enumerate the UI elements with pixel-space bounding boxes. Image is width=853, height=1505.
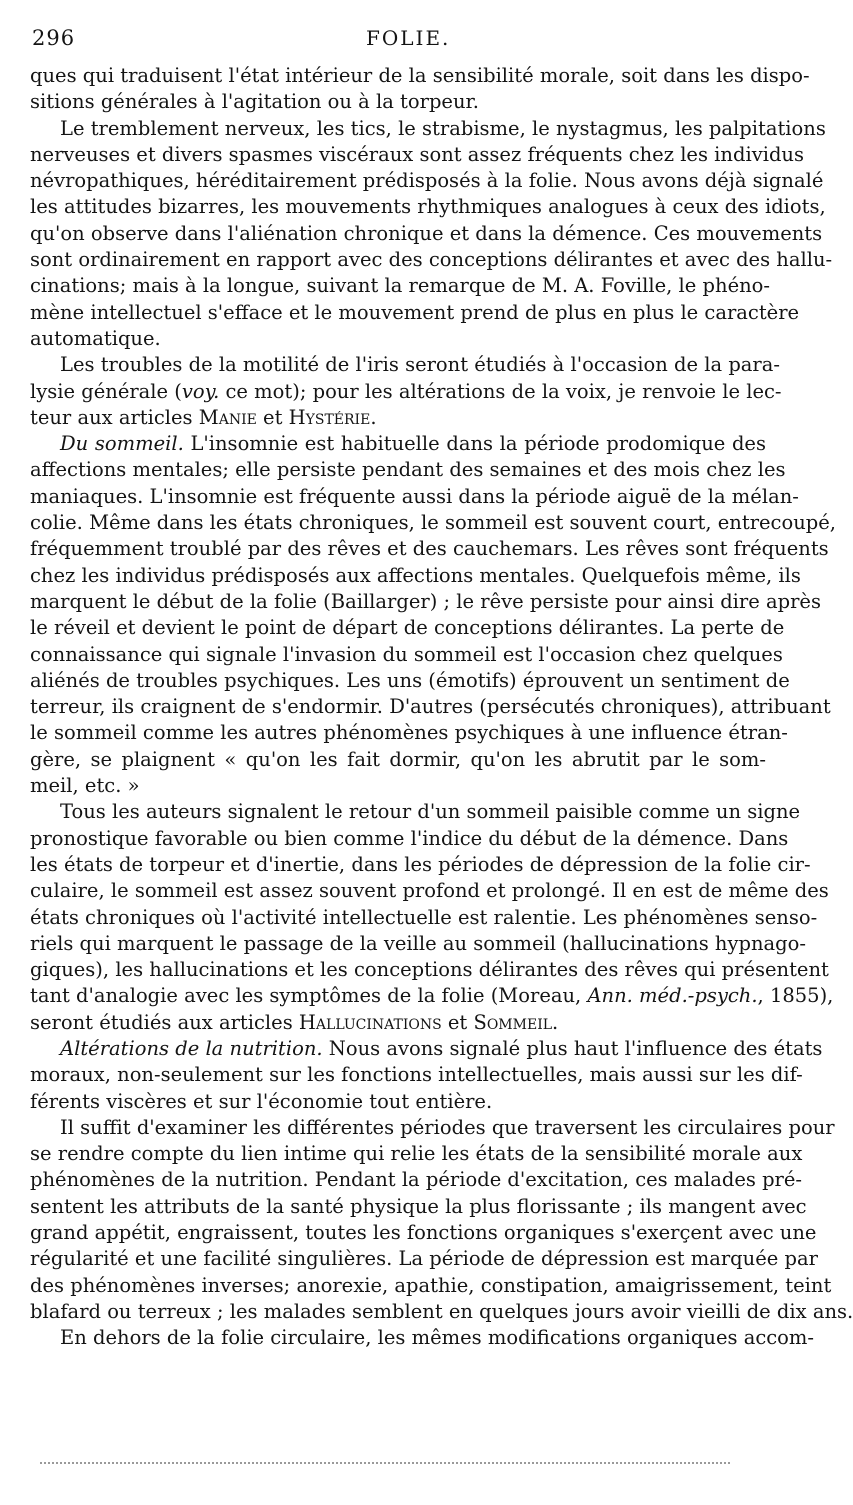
text-line: grand appétit, engraissent, toutes les fonctions organiques s'exerçent avec une — [30, 1221, 817, 1245]
text-line: ques qui traduisent l'état intérieur de la sensibilité morale, soit dans les dispo- — [30, 64, 810, 87]
small-caps-text: Hystérie — [288, 405, 371, 429]
small-caps-text: Manie — [198, 405, 257, 429]
text-line: tant d'analogie avec les symptômes de la folie (Moreau, Ann. méd.-psych., 1855), — [30, 984, 834, 1008]
text-line: maniaques. L'insomnie est fréquente aussi dans la période aiguë de la mélan- — [30, 484, 799, 508]
text-line: Les troubles de la motilité de l'iris seront étudiés à l'occasion de la para- — [60, 353, 780, 377]
text-line: nerveuses et divers spasmes viscéraux sont assez fréquents chez les individus — [30, 142, 804, 166]
text-line: régularité et une facilité singulières. La période de dépression est marquée par — [30, 1247, 818, 1271]
text-line: sont ordinairement en rapport avec des conceptions délirantes et avec des hallu- — [30, 248, 833, 272]
small-caps-text: Hallucinations — [298, 1010, 442, 1034]
text-line: chez les individus prédisposés aux affections mentales. Quelquefois même, ils — [30, 563, 801, 587]
text-line: gère, se plaignent « qu'on les fait dormir, qu'on les abrutit par le som- — [30, 747, 766, 771]
running-head — [30, 0, 768, 58]
italic-text: Ann. méd.-psych. — [587, 984, 758, 1008]
text-line: Du sommeil. L'insomnie est habituelle dans la période prodomique des — [60, 432, 766, 456]
text-line: le sommeil comme les autres phénomènes psychiques à une influence étran- — [30, 721, 788, 745]
text-line: culaire, le sommeil est assez souvent profond et prolongé. Il en est de même des — [30, 879, 829, 903]
footer-rule — [40, 1462, 730, 1464]
small-caps-text: Sommeil — [473, 1010, 553, 1034]
text-line: riels qui marquent le passage de la veille au sommeil (hallucinations hypnago- — [30, 931, 806, 955]
text-line: Le tremblement nerveux, les tics, le strabisme, le nystagmus, les palpitations — [60, 116, 826, 140]
text-line: affections mentales; elle persiste pendant des semaines et des mois chez les — [30, 458, 786, 482]
italic-text: Altérations de la nutrition. — [60, 1036, 323, 1060]
text-line: se rendre compte du lien intime qui relie les états de la sensibilité morale aux — [30, 1142, 803, 1166]
text-line: les états de torpeur et d'inertie, dans les périodes de dépression de la folie cir- — [30, 852, 811, 876]
text-line: marquent le début de la folie (Baillarger) ; le rêve persiste pour ainsi dire après — [30, 589, 821, 613]
text-line: automatique. — [30, 326, 161, 350]
text-line: sentent les attributs de la santé physique la plus florissante ; ils mangent avec — [30, 1194, 807, 1218]
text-line: giques), les hallucinations et les conceptions délirantes des rêves qui présentent — [30, 958, 829, 982]
text-line: mène intellectuel s'efface et le mouvement prend de plus en plus le caractère — [30, 300, 800, 324]
text-line: Tous les auteurs signalent le retour d'un sommeil paisible comme un signe — [60, 800, 801, 824]
text-line: lysie générale (voy. ce mot); pour les altérations de la voix, je renvoie le lec- — [30, 379, 782, 403]
italic-text: voy. — [181, 379, 220, 403]
book-page — [30, 0, 853, 1505]
text-line: les attitudes bizarres, les mouvements rhythmiques analogues à ceux des idiots, — [30, 195, 826, 219]
text-line: férents viscères et sur l'économie tout entière. — [30, 1089, 493, 1113]
body-text — [30, 63, 853, 1352]
text-line: colie. Même dans les états chroniques, le sommeil est souvent court, entrecoupé, — [30, 511, 836, 535]
text-line: pronostique favorable ou bien comme l'indice du début de la démence. Dans — [30, 826, 789, 850]
text-line: Il suffit d'examiner les différentes périodes que traversent les circulaires pour — [60, 1115, 835, 1139]
text-line: qu'on observe dans l'aliénation chronique et dans la démence. Ces mouvements — [30, 221, 823, 245]
italic-text: Du sommeil. — [60, 432, 184, 456]
text-line: fréquemment troublé par des rêves et des cauchemars. Les rêves sont fréquents — [30, 537, 829, 561]
text-line: meil, etc. » — [30, 774, 140, 798]
text-line: Altérations de la nutrition. Nous avons signalé plus haut l'influence des états — [60, 1036, 823, 1060]
page-header-title: FOLIE. — [366, 26, 451, 50]
text-line: connaissance qui signale l'invasion du sommeil est l'occasion chez quelques — [30, 642, 783, 666]
text-line: teur aux articles Manie et Hystérie. — [30, 405, 377, 429]
text-line: des phénomènes inverses; anorexie, apathie, constipation, amaigrissement, teint — [30, 1273, 832, 1297]
text-line: phénomènes de la nutrition. Pendant la période d'excitation, ces malades pré- — [30, 1168, 803, 1192]
text-line: états chroniques où l'activité intellectuelle est ralentie. Les phénomènes senso- — [30, 905, 818, 929]
text-line: seront étudiés aux articles Hallucinations et Sommeil. — [30, 1010, 559, 1034]
text-line: aliénés de troubles psychiques. Les uns (émotifs) éprouvent un sentiment de — [30, 668, 790, 692]
text-line: le réveil et devient le point de départ de conceptions délirantes. La perte de — [30, 616, 785, 640]
text-line: sitions générales à l'agitation ou à la torpeur. — [30, 90, 479, 114]
text-line: terreur, ils craignent de s'endormir. D'autres (persécutés chroniques), attribuant — [30, 695, 831, 719]
text-line: moraux, non-seulement sur les fonctions intellectuelles, mais aussi sur les dif- — [30, 1063, 803, 1087]
text-line: En dehors de la folie circulaire, les mêmes modifications organiques accom- — [60, 1326, 814, 1350]
text-line: cinations; mais à la longue, suivant la remarque de M. A. Foville, le phéno- — [30, 274, 771, 298]
page-number: 296 — [32, 26, 76, 50]
text-line: blafard ou terreux ; les malades semblent en quelques jours avoir vieilli de dix ans. — [30, 1299, 853, 1323]
text-line: névropathiques, héréditairement prédisposés à la folie. Nous avons déjà signalé — [30, 169, 824, 193]
